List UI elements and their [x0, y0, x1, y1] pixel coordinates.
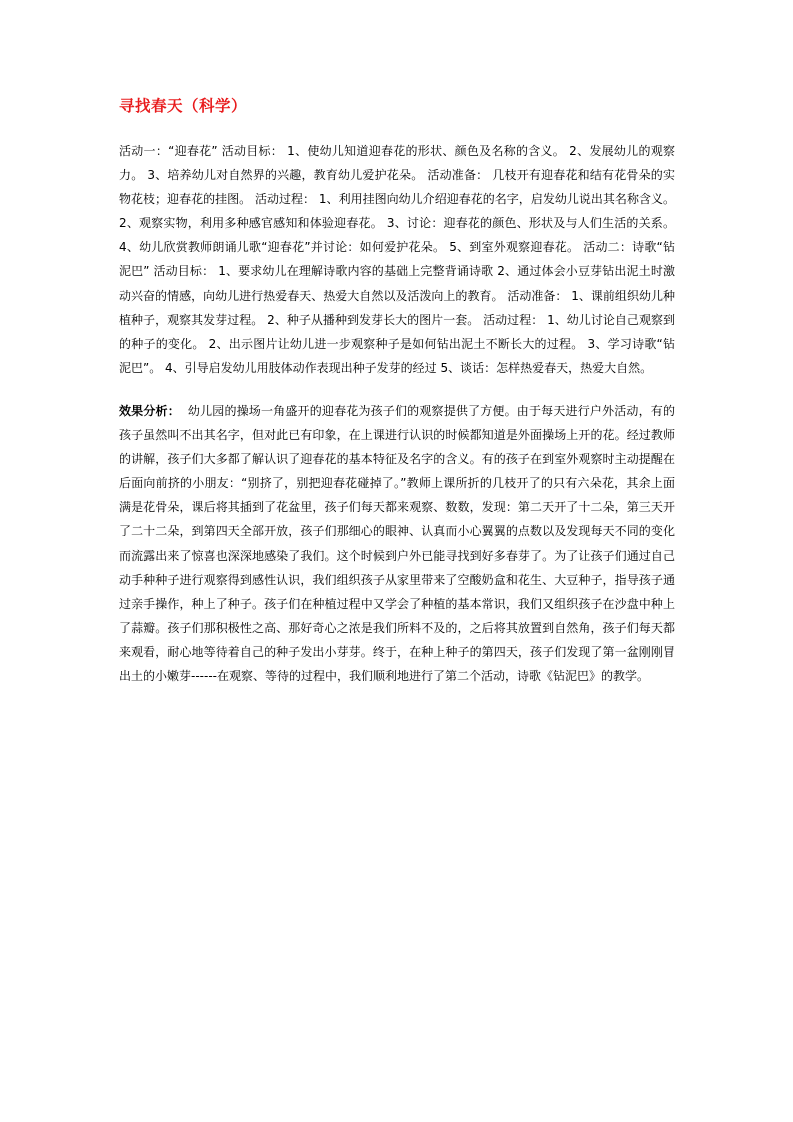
document-title: 寻找春天（科学） — [119, 97, 248, 115]
analysis-text: 幼儿园的操场一角盛开的迎春花为孩子们的观察提供了方便。由于每天进行户外活动，有的孩子虽然叫不出其名字，但对此已有印象，在上课进行认识的时候都知道是外面操场上开的花。经过教师的讲解，孩子们大多都了解认识了迎春花的基本特征及名字的含义。有的孩子在到室外观察时主动提醒在后面向前挤的小朋友：“别挤了，别把迎春花碰掉了。”教师上课所折的几枝开了的只有六朵花，其余上面满是花骨朵，课后将其插到了花盆里，孩子们每天都来观察、数数，发现：第二天开了十二朵，第三天开了二十二朵，到第四天全部开放，孩子们那细心的眼神、认真而小心翼翼的点数以及发现每天不同的变化而流露出来了惊喜也深深地感染了我们。这个时候到户外已能寻找到好多春芽了。为了让孩子们通过自己动手种种子进行观察得到感性认识，我们组织孩子从家里带来了空酸奶盒和花生、大豆种子，指导孩子通过亲手操作，种上了种子。孩子们在种植过程中又学会了种植的基本常识，我们又组织孩子在沙盘中种上了蒜瓣。孩子们那积极性之高、那好奇心之浓是我们所料不及的，之后将其放置到自然角，孩子们每天都来观看，耐心地等待着自己的种子发出小芽芽。终于，在种上种子的第四天，孩子们发现了第一盆刚刚冒出土的小嫩芽------在观察、等待的过程中，我们顺利地进行了第二个活动，诗歌《钻泥巴》的教学。 — [119, 403, 675, 683]
activities-paragraph: 活动一：“迎春花” 活动目标： 1、使幼儿知道迎春花的形状、颜色及名称的含义。 2、发展幼儿的观察力。 3、培养幼儿对自然界的兴趣，教育幼儿爱护花朵。 活动准备： 几枝开有迎春花和结有花骨朵的实物花枝；迎春花的挂图。 活动过程： 1、利用挂图向幼儿介绍迎春花的名字，启发幼儿说出其名称含义。 2、观察实物，利用多种感官感知和体验迎春花。 3、讨论：迎春花的颜色、形状及与人们生活的关系。 4、幼儿欣赏教师朗诵儿歌“迎春花”并讨论：如何爱护花朵。 5、到室外观察迎春花。 活动二：诗歌“钻泥巴” 活动目标： 1、要求幼儿在理解诗歌内容的基础上完整背诵诗歌 2、通过体会小豆芽钻出泥土时激动兴奋的情感，向幼儿进行热爱春天、热爱大自然以及活泼向上的教育。 活动准备： 1、课前组织幼儿种植种子，观察其发芽过程。 2、种子从播种到发芽长大的图片一套。 活动过程： 1、幼儿讨论自己观察到的种子的变化。 2、出示图片让幼儿进一步观察种子是如何钻出泥土不断长大的过程。 3、学习诗歌“钻泥巴”。 4、引导启发幼儿用肢体动作表现出种子发芽的经过 5、谈话：怎样热爱春天，热爱大自然。 — [119, 144, 675, 375]
document-page — [119, 92, 675, 688]
analysis-paragraph — [119, 399, 675, 688]
analysis-label: 效果分析： — [119, 403, 180, 418]
